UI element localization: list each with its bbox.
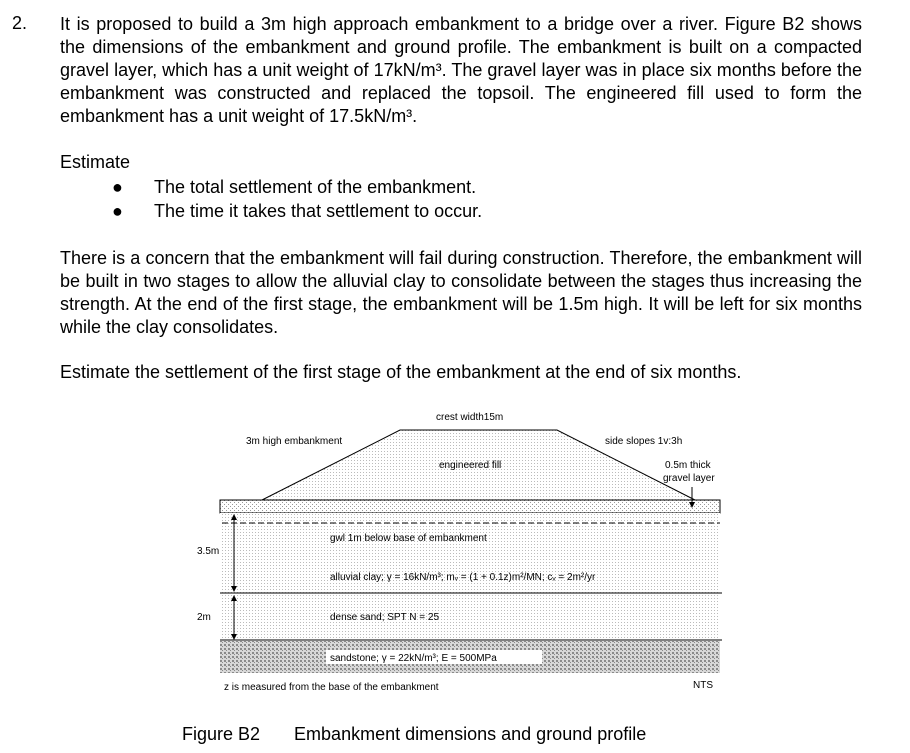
paragraph-stage-one-question: Estimate the settlement of the first stage of the embankment at the end of six months. <box>60 362 742 382</box>
paragraph-problem-statement: It is proposed to build a 3m high approach embankment to a bridge over a river. Figure B2 shows the dimensions of the embankment and ground profile. The embankment is built on a compacted gravel layer, which has a unit weight of 17kN/m³. The gravel layer was in place six months before the embankment was constructed and replaced the topsoil. The engineered fill used to form the embankment has a unit weight of 17.5kN/m³. <box>60 14 862 126</box>
caption-label: Figure B2 <box>182 724 261 744</box>
caption-title: Embankment dimensions and ground profile <box>294 724 647 744</box>
sand-thickness-label: 2m <box>197 612 211 623</box>
bullet-icon: ● <box>112 177 123 197</box>
nts-label: NTS <box>693 680 713 691</box>
paragraph-staged-construction: There is a concern that the embankment will fail during construction. Therefore, the embankment will be built in two stages to allow the alluvial clay to consolidate between the stages thus increasing the strength. At the end of the first stage, the embankment will be 1.5m high. It will be left for six months while the clay consolidates. <box>60 248 862 337</box>
embankment-height-label: 3m high embankment <box>246 436 343 447</box>
estimate-label: Estimate <box>60 152 131 172</box>
estimate-list <box>60 175 482 223</box>
ground-profile-diagram <box>0 400 910 700</box>
sandstone-label: sandstone; γ = 22kN/m³; E = 500MPa <box>330 653 497 664</box>
dense-sand-label: dense sand; SPT N = 25 <box>330 612 440 623</box>
question-number: 2. <box>12 13 28 33</box>
crest-width-label: crest width15m <box>436 412 504 423</box>
gravel-layer-label: gravel layer <box>663 473 715 484</box>
gravel-layer <box>220 500 720 513</box>
bullet-icon: ● <box>112 201 123 221</box>
bullet-text: The total settlement of the embankment. <box>154 177 477 197</box>
list-item <box>60 175 482 199</box>
gwl-label: gwl 1m below base of embankment <box>330 533 487 544</box>
figure-caption <box>182 724 646 745</box>
engineered-fill-label: engineered fill <box>439 460 502 471</box>
side-slopes-label: side slopes 1v:3h <box>605 436 683 447</box>
list-item <box>60 199 482 223</box>
clay-thickness-label: 3.5m <box>197 546 220 557</box>
z-note: z is measured from the base of the embankment <box>224 682 439 693</box>
figure-b2 <box>0 400 910 700</box>
dense-sand-layer <box>220 594 720 639</box>
alluvial-clay-label: alluvial clay; γ = 16kN/m³; mᵥ = (1 + 0.1z)m²/MN; cᵥ = 2m²/yr <box>330 572 596 583</box>
gravel-thickness-label: 0.5m thick <box>665 460 711 471</box>
bullet-text: The time it takes that settlement to occur. <box>154 201 483 221</box>
